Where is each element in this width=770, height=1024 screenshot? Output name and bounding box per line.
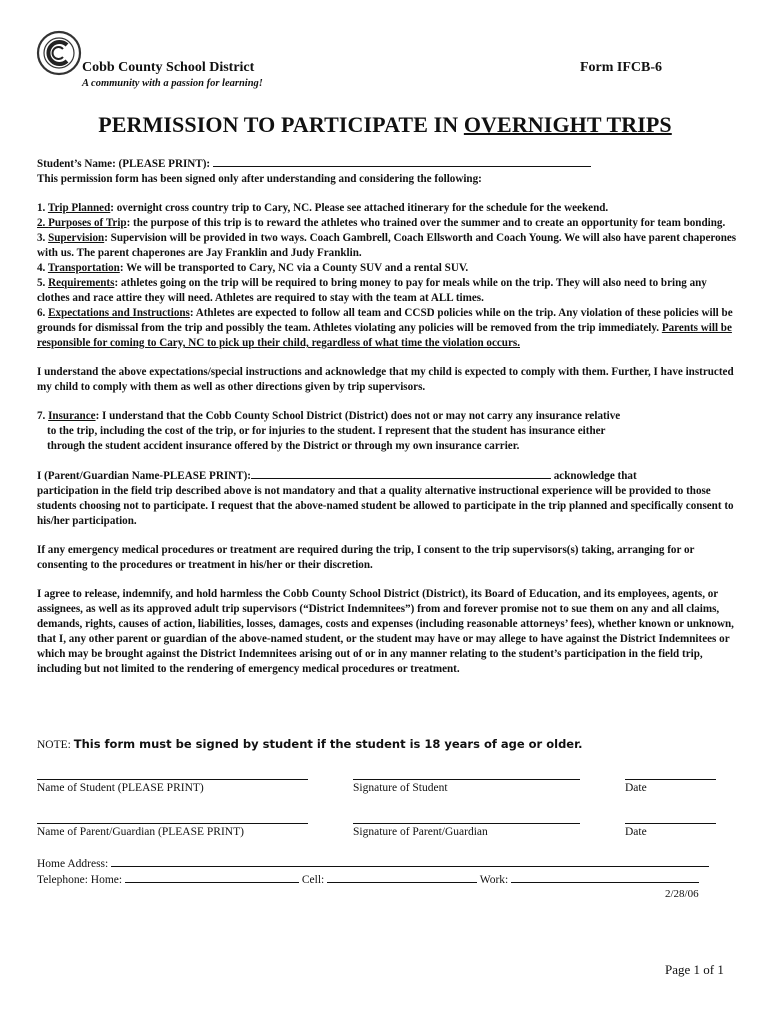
revision-date: 2/28/06	[665, 888, 699, 900]
title-underlined: OVERNIGHT TRIPS	[463, 112, 672, 137]
parent-name-label: Name of Parent/Guardian (PLEASE PRINT)	[37, 826, 244, 838]
parent-name-signature-line[interactable]	[37, 823, 308, 824]
item-number: 1.	[37, 202, 48, 214]
item-text: : Athletes are expected to follow all team and CCSD policies while on the trip. Any violation of these policies will be grounds for dismissal from the trip and possibly the team. Athletes violating any policies will be removed from the trip immediately.	[37, 307, 733, 334]
item-text: : Supervision will be provided in two ways. Coach Gambrell, Coach Ellsworth and Coach Young. We will also have parent chaperones with us. The parent chaperones are Jay Franklin and Judy Franklin.	[37, 232, 737, 259]
item-supervision	[37, 231, 737, 261]
note-row	[37, 737, 583, 751]
parent-ack-label: I (Parent/Guardian Name-PLEASE PRINT):	[37, 470, 251, 482]
page-title	[0, 112, 770, 138]
student-date-label: Date	[625, 782, 647, 794]
item-label: Purposes of Trip	[48, 217, 127, 229]
student-name-label: Student’s Name: (PLEASE PRINT):	[37, 158, 211, 170]
page-number: Page 1 of 1	[665, 962, 724, 977]
home-address-field[interactable]	[111, 856, 709, 867]
note-message: This form must be signed by student if the student is 18 years of age or older.	[73, 737, 583, 751]
telephone-home-field[interactable]	[125, 872, 299, 883]
cell-label: Cell:	[301, 874, 325, 886]
telephone-row	[37, 872, 699, 886]
item-text: : the purpose of this trip is to reward the athletes who trained over the summer and to create an opportunity for team bonding.	[126, 217, 726, 229]
item-label: Insurance	[48, 410, 96, 422]
parent-signature-line[interactable]	[353, 823, 580, 824]
student-name-row	[37, 156, 737, 172]
item-number: 7.	[37, 410, 49, 422]
title-prefix: PERMISSION TO PARTICIPATE IN	[98, 112, 464, 137]
item-label: Transportation	[47, 262, 120, 274]
item-purposes	[37, 216, 737, 231]
intro-text: This permission form has been signed only after understanding and considering the following:	[37, 173, 482, 185]
item-number: 3.	[37, 232, 49, 244]
item-number: 5.	[37, 277, 49, 289]
item-number: 2.	[37, 217, 49, 229]
item-number: 4.	[37, 262, 48, 274]
item-label: Trip Planned	[47, 202, 111, 214]
work-field[interactable]	[511, 872, 699, 883]
student-date-line[interactable]	[625, 779, 716, 780]
student-name-field[interactable]	[213, 156, 591, 167]
item-text: : athletes going on the trip will be required to bring money to pay for meals while on the trip. They will also need to bring any clothes and race attire they will need. Athletes are required to stay with the team at ALL times.	[37, 277, 707, 304]
parent-name-field[interactable]	[251, 468, 551, 479]
insurance-line3: through the student accident insurance offered by the District or through my own insurance carrier.	[47, 440, 520, 452]
emergency-text: If any emergency medical procedures or treatment are required during the trip, I consent to the trip supervisors(s) taking, arranging for or consenting to the procedures or treatment in his/her or their discretion.	[37, 544, 695, 571]
item-requirements	[37, 276, 737, 306]
parent-ack-after: acknowledge that	[550, 470, 637, 482]
item-trip-planned	[37, 201, 737, 216]
form-id: Form IFCB-6	[580, 60, 663, 75]
item-text: : overnight cross country trip to Cary, NC. Please see attached itinerary for the schedule for the weekend.	[110, 202, 609, 214]
home-address-row	[37, 856, 709, 870]
home-address-label: Home Address:	[37, 858, 109, 870]
item-transportation	[37, 261, 737, 276]
item-label: Expectations and Instructions	[48, 307, 190, 319]
item-text-underlined: Parents will be responsible for coming to Cary, NC to pick up their child, regardless of what time the violation occurs.	[37, 322, 732, 349]
parent-date-label: Date	[625, 826, 647, 838]
acknowledge-text: I understand the above expectations/special instructions and acknowledge that my child is expected to comply with them. Further, I have instructed my child to comply with them as well as other directions given by trip supervisors.	[37, 366, 734, 393]
student-signature-line[interactable]	[353, 779, 580, 780]
insurance-line2: to the trip, including the cost of the trip, or for injuries to the student. I represent that the student has insurance either	[47, 425, 606, 437]
item-label: Requirements	[48, 277, 115, 289]
district-logo-icon	[36, 30, 82, 76]
parent-ack-row	[37, 468, 737, 484]
student-name-signature-line[interactable]	[37, 779, 308, 780]
release-text: I agree to release, indemnify, and hold harmless the Cobb County School District (District), its Board of Education, and its employees, agents, or assignees, as well as its approved adult trip supervisors (“District Indemnitees”) from and forever promise not to sue them on any and all claims, demands, rights, causes of action, liabilities, losses, damages, costs and expenses (including reasonable attorneys’ fees), whether known or unknown, that I, any other parent or guardian of the above-named student, or the student may have or may allege to have against the District Indemnitees or which may be brought against the District Indemnitees arising out of or in any manner relating to the student’s participation in the field trip, including but not limited to the rendering of emergency medical procedures or treatment.	[37, 588, 734, 675]
item-number: 6.	[37, 307, 49, 319]
district-tagline: A community with a passion for learning!	[82, 78, 263, 89]
parent-date-line[interactable]	[625, 823, 716, 824]
item-text: : We will be transported to Cary, NC via a County SUV and a rental SUV.	[119, 262, 469, 274]
form-body	[37, 156, 737, 677]
work-label: Work:	[479, 874, 509, 886]
cell-field[interactable]	[327, 872, 477, 883]
parent-ack-text: participation in the field trip described above is not mandatory and that a quality alternative instructional experience will be provided to those students choosing not to participate. I request that the above-named student be allowed to participate in the trip planned and specifically consent to his/her participation.	[37, 485, 734, 527]
student-name-label: Name of Student (PLEASE PRINT)	[37, 782, 204, 794]
district-name: Cobb County School District	[82, 60, 255, 75]
telephone-home-label: Telephone: Home:	[37, 874, 123, 886]
item-expectations	[37, 306, 737, 351]
parent-signature-label: Signature of Parent/Guardian	[353, 826, 488, 838]
item-text: : I understand that the Cobb County School District (District) does not or may not carry any insurance relative	[95, 410, 621, 422]
student-signature-label: Signature of Student	[353, 782, 448, 794]
item-label: Supervision	[48, 232, 105, 244]
insurance-line1	[37, 409, 737, 424]
note-lead: NOTE:	[37, 739, 74, 751]
